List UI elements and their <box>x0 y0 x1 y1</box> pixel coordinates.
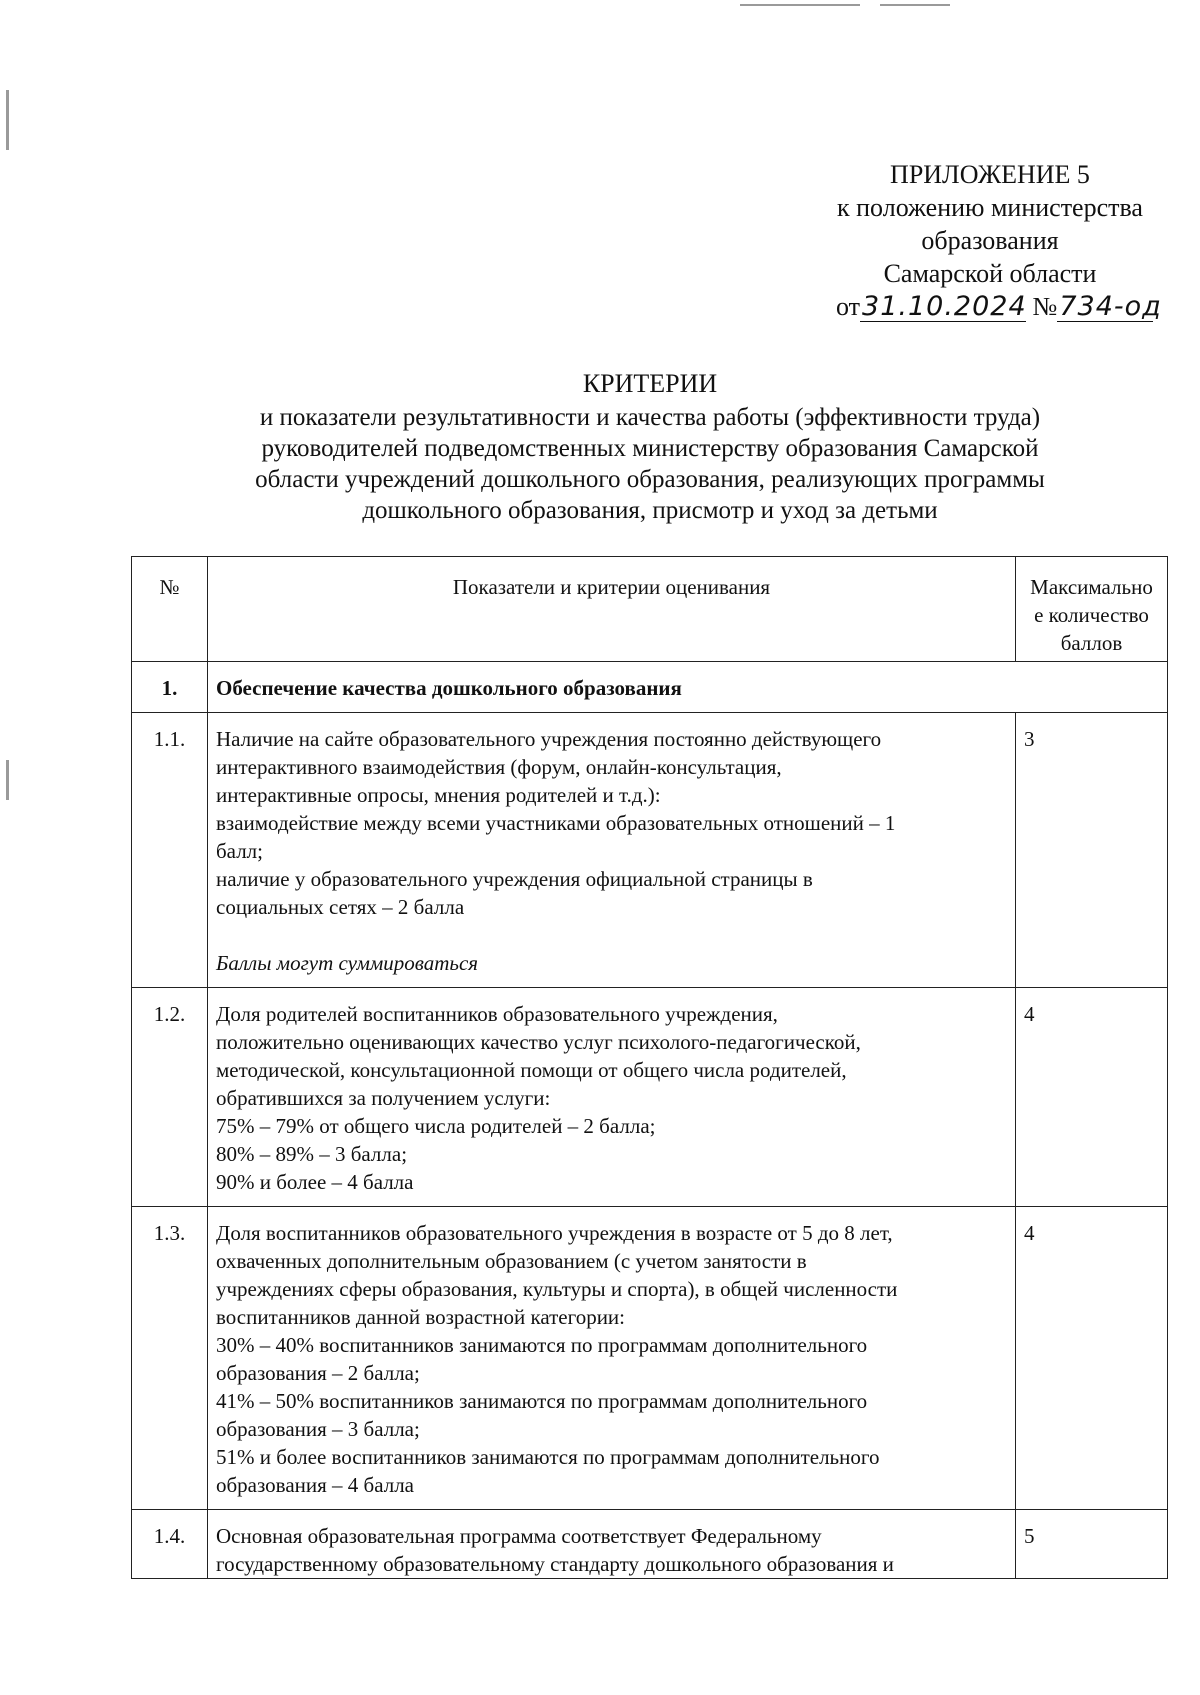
table-row <box>132 1207 1168 1510</box>
row-line: наличие у образовательного учреждения официальной страницы в <box>216 867 813 891</box>
section-title: Обеспечение качества дошкольного образования <box>208 662 1168 713</box>
header-points-line: Максимально <box>1030 575 1153 599</box>
row-line: социальных сетях – 2 балла <box>216 895 465 919</box>
row-line: образования – 2 балла; <box>216 1361 420 1385</box>
row-line: интерактивного взаимодействия (форум, онлайн-консультация, <box>216 755 782 779</box>
row-points: 3 <box>1016 713 1168 988</box>
row-line: положительно оценивающих качество услуг психолого-педагогической, <box>216 1030 861 1054</box>
handwritten-date: 31.10.2024 <box>862 291 1027 322</box>
table-row <box>132 988 1168 1207</box>
table-row <box>132 1510 1168 1579</box>
row-line: 75% – 79% от общего числа родителей – 2 балла; <box>216 1114 656 1138</box>
row-criteria <box>208 1207 1016 1510</box>
row-line: 41% – 50% воспитанников занимаются по программам дополнительного <box>216 1389 868 1413</box>
appendix-title: ПРИЛОЖЕНИЕ 5 <box>890 160 1090 189</box>
row-line: государственному образовательному стандарту дошкольного образования и <box>216 1552 894 1576</box>
row-points: 4 <box>1016 988 1168 1207</box>
header-points-line: е количество <box>1034 603 1149 627</box>
row-num: 1.4. <box>132 1510 208 1579</box>
subtitle-line: руководителей подведомственных министерству образования Самарской <box>261 435 1039 462</box>
date-prefix: от <box>836 292 861 321</box>
header-criteria: Показатели и критерии оценивания <box>208 557 1016 662</box>
number-prefix: № <box>1032 292 1058 321</box>
criteria-table <box>131 556 1168 1579</box>
row-line: Основная образовательная программа соответствует Федеральному <box>216 1524 822 1548</box>
section-row <box>132 662 1168 713</box>
row-line: Доля воспитанников образовательного учреждения в возрасте от 5 до 8 лет, <box>216 1221 893 1245</box>
subtitle-line: и показатели результативности и качества работы (эффективности труда) <box>259 404 1041 431</box>
scan-edge-mark <box>6 90 9 150</box>
subtitle-line: дошкольного образования, присмотр и уход за детьми <box>362 497 938 524</box>
row-points: 5 <box>1016 1510 1168 1579</box>
row-line: обратившихся за получением услуги: <box>216 1086 551 1110</box>
subtitle-line: области учреждений дошкольного образования, реализующих программы <box>255 466 1045 493</box>
row-num: 1.2. <box>132 988 208 1207</box>
header-num: № <box>132 557 208 662</box>
scan-edge-mark <box>880 4 950 6</box>
appendix-line: Самарской области <box>883 259 1097 288</box>
row-criteria <box>208 1510 1016 1579</box>
decree-dateline <box>836 290 1176 323</box>
row-criteria <box>208 988 1016 1207</box>
row-line: Доля родителей воспитанников образовательного учреждения, <box>216 1002 778 1026</box>
row-line: 30% – 40% воспитанников занимаются по программам дополнительного <box>216 1333 868 1357</box>
row-line: 90% и более – 4 балла <box>216 1170 414 1194</box>
row-num: 1.3. <box>132 1207 208 1510</box>
row-line: образования – 4 балла <box>216 1473 414 1497</box>
row-line: охваченных дополнительным образованием (с учетом занятости в <box>216 1249 807 1273</box>
row-note: Баллы могут суммироваться <box>216 951 479 975</box>
appendix-header <box>790 158 1190 290</box>
scan-edge-mark <box>6 760 9 800</box>
handwritten-number: 734-од <box>1059 291 1162 322</box>
row-criteria <box>208 713 1016 988</box>
row-line: 80% – 89% – 3 балла; <box>216 1142 408 1166</box>
header-points-line: баллов <box>1060 631 1123 655</box>
row-line: интерактивные опросы, мнения родителей и т.д.): <box>216 783 661 807</box>
row-line: взаимодействие между всеми участниками образовательных отношений – 1 <box>216 811 896 835</box>
row-line: 51% и более воспитанников занимаются по программам дополнительного <box>216 1445 880 1469</box>
document-title: КРИТЕРИИ <box>582 369 718 398</box>
row-line: Наличие на сайте образовательного учреждения постоянно действующего <box>216 727 882 751</box>
row-num: 1.1. <box>132 713 208 988</box>
scan-edge-mark <box>740 4 860 6</box>
table-row <box>132 713 1168 988</box>
row-line: образования – 3 балла; <box>216 1417 420 1441</box>
header-points <box>1016 557 1168 662</box>
appendix-line: образования <box>921 226 1059 255</box>
row-line: учреждениях сферы образования, культуры и спорта), в общей численности <box>216 1277 898 1301</box>
row-line: балл; <box>216 839 263 863</box>
row-line: методической, консультационной помощи от общего числа родителей, <box>216 1058 847 1082</box>
row-line: воспитанников данной возрастной категории: <box>216 1305 626 1329</box>
section-num: 1. <box>132 662 208 713</box>
row-points: 4 <box>1016 1207 1168 1510</box>
appendix-line: к положению министерства <box>837 193 1143 222</box>
document-subtitle <box>140 402 1160 526</box>
table-header-row <box>132 557 1168 662</box>
